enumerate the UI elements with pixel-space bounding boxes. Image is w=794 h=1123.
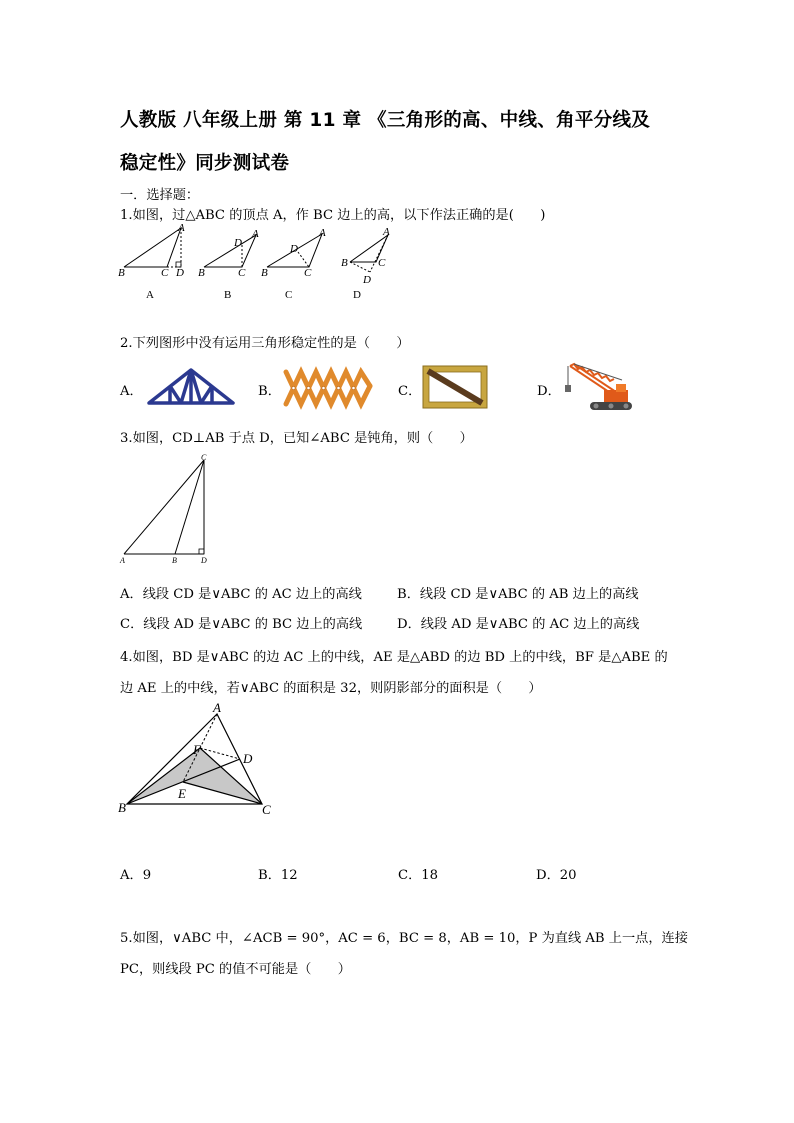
fig1-caption-a: A (146, 289, 154, 301)
fig4-label-e: E (178, 786, 186, 801)
question-3-stem: 3.如图，CD⊥AB 于点 D，已知∠ABC 是钝角，则（ ） (120, 431, 473, 446)
question-3-figure (115, 452, 223, 568)
wooden-frame-image (422, 365, 488, 409)
q4-option-d: D．20 (536, 868, 577, 883)
fig1c-label-b: B (261, 267, 268, 279)
lattice-gate-image (282, 366, 374, 410)
q2-option-b-label: B． (258, 384, 281, 399)
fig1b-label-b: B (198, 267, 205, 279)
figure-1b-triangle (204, 235, 256, 267)
fig1a-label-d: D (176, 267, 184, 279)
question-2-stem: 2.下列图形中没有运用三角形稳定性的是（ ） (120, 336, 410, 351)
fig1a-label-a: A (178, 222, 185, 234)
question-1-stem: 1.如图，过△ABC 的顶点 A，作 BC 边上的高，以下作法正确的是( ) (120, 208, 546, 223)
question-4-stem-line-1: 4.如图，BD 是∨ABC 的边 AC 上的中线，AE 是△ABD 的边 BD 上的中线，BF 是△ABE 的 (120, 650, 668, 665)
fig1b-label-c: C (238, 267, 246, 279)
fig1-caption-d: D (353, 289, 361, 301)
fig4-label-f: F (193, 742, 201, 757)
fig4-label-c: C (262, 802, 271, 817)
crane-image (560, 360, 638, 416)
fig4-label-b: B (118, 800, 126, 815)
q4-option-c: C．18 (398, 868, 439, 883)
fig1c-label-a: A (319, 227, 326, 239)
fig3-label-d: D (201, 556, 207, 565)
fig1a-label-c: C (161, 267, 169, 279)
fig1c-label-c: C (304, 267, 312, 279)
q4-option-a: A．9 (120, 868, 152, 883)
q2-option-c-label: C． (398, 384, 422, 399)
q3-option-b: B．线段 CD 是∨ABC 的 AB 边上的高线 (397, 587, 639, 602)
fig3-label-b: B (172, 556, 177, 565)
fig4-label-a: A (213, 700, 221, 715)
fig1-caption-b: B (224, 289, 232, 301)
q3-option-c: C．线段 AD 是∨ABC 的 BC 边上的高线 (120, 617, 363, 632)
fig1-caption-c: C (285, 289, 293, 301)
page-title-line-1: 人教版 八年级上册 第 11 章 《三角形的高、中线、角平分线及 (120, 110, 651, 131)
question-5-stem-line-2: PC，则线段 PC 的值不可能是（ ） (120, 962, 351, 977)
section-heading: 一．选择题： (120, 188, 200, 203)
page-title-line-2: 稳定性》同步测试卷 (120, 153, 290, 174)
question-1-figures (112, 222, 412, 304)
roof-truss-image (145, 365, 237, 407)
question-4-stem-line-2: 边 AE 上的中线，若∨ABC 的面积是 32，则阴影部分的面积是（ ） (120, 681, 542, 696)
q4-option-b: B．12 (258, 868, 298, 883)
fig1c-label-d: D (290, 243, 298, 255)
q2-option-d-label: D． (537, 384, 561, 399)
fig1d-label-b: B (341, 257, 348, 269)
fig1b-label-a: A (252, 228, 259, 240)
fig3-label-a: A (120, 556, 125, 565)
fig1d-label-d: D (363, 274, 371, 286)
fig1b-label-d: D (234, 237, 242, 249)
fig1a-label-b: B (118, 267, 125, 279)
q3-option-d: D．线段 AD 是∨ABC 的 AC 边上的高线 (397, 617, 640, 632)
fig1d-label-a: A (383, 226, 390, 238)
fig4-label-d: D (243, 751, 253, 766)
fig1d-label-c: C (378, 257, 386, 269)
q3-option-a: A．线段 CD 是∨ABC 的 AC 边上的高线 (120, 587, 362, 602)
q2-option-a-label: A． (120, 384, 143, 399)
question-4-figure (112, 700, 282, 822)
fig3-label-c: C (201, 453, 207, 462)
question-5-stem-line-1: 5.如图，∨ABC 中，∠ACB = 90°，AC = 6，BC = 8，AB = 10，P 为直线 AB 上一点，连接 (120, 931, 688, 946)
figure-1a-triangle (124, 228, 181, 267)
